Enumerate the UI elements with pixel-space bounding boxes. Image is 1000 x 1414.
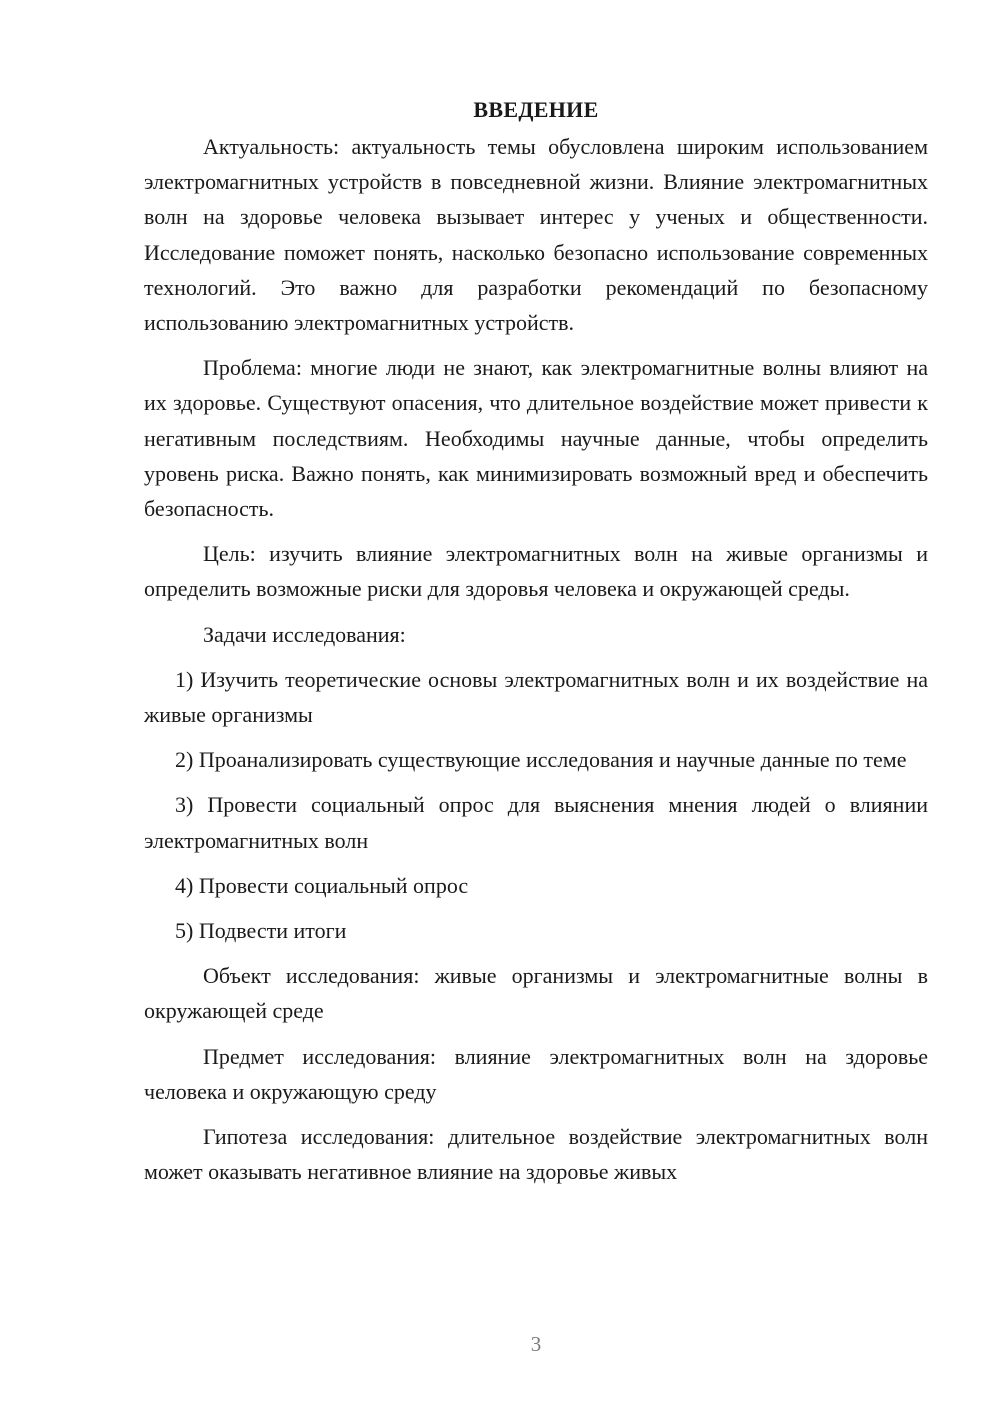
task-item-4: 4) Провести социальный опрос	[175, 872, 469, 898]
subject-paragraph: Предмет исследования: влияние электромагнитных волн на здоровье человека и окружающую среду	[144, 1043, 928, 1104]
task-item-2: 2) Проанализировать существующие исследования и научные данные по теме	[175, 747, 907, 773]
task-item-5: 5) Подвести итоги	[175, 918, 347, 944]
page-number: 3	[530, 1332, 542, 1356]
object-paragraph: Объект исследования: живые организмы и электромагнитные волны в окружающей среде	[144, 963, 928, 1024]
task-item-1: 1) Изучить теоретические основы электромагнитных волн и их воздействие на живые организмы	[144, 666, 928, 728]
tasks-heading: Задачи исследования:	[203, 621, 406, 647]
task-item-3: 3) Провести социальный опрос для выяснения мнения людей о влиянии электромагнитных волн	[144, 792, 928, 853]
goal-paragraph: Цель: изучить влияние электромагнитных волн на живые организмы и определить возможные риски для здоровья человека и окружающей среды.	[144, 541, 928, 602]
relevance-paragraph: Актуальность: актуальность темы обусловлена широким использованием электромагнитных устройств в повседневной жизни. Влияние электромагнитных волн на здоровье человека вызывает интерес у ученых и общественности. Исследование поможет понять, насколько безопасно использование современных технологий. Это важно для разработки рекомендаций по безопасному использованию электромагнитных устройств.	[144, 134, 928, 336]
document-page	[144, 92, 928, 1189]
hypothesis-paragraph: Гипотеза исследования: длительное воздействие электромагнитных волн может оказывать негативное влияние на здоровье живых	[144, 1124, 928, 1185]
section-title: ВВЕДЕНИЕ	[473, 97, 599, 122]
problem-paragraph: Проблема: многие люди не знают, как электромагнитные волны влияют на их здоровье. Существуют опасения, что длительное воздействие может привести к негативным последствиям. Необходимы научные данные, чтобы определить уровень риска. Важно понять, как минимизировать возможный вред и обеспечить безопасность.	[144, 355, 928, 522]
